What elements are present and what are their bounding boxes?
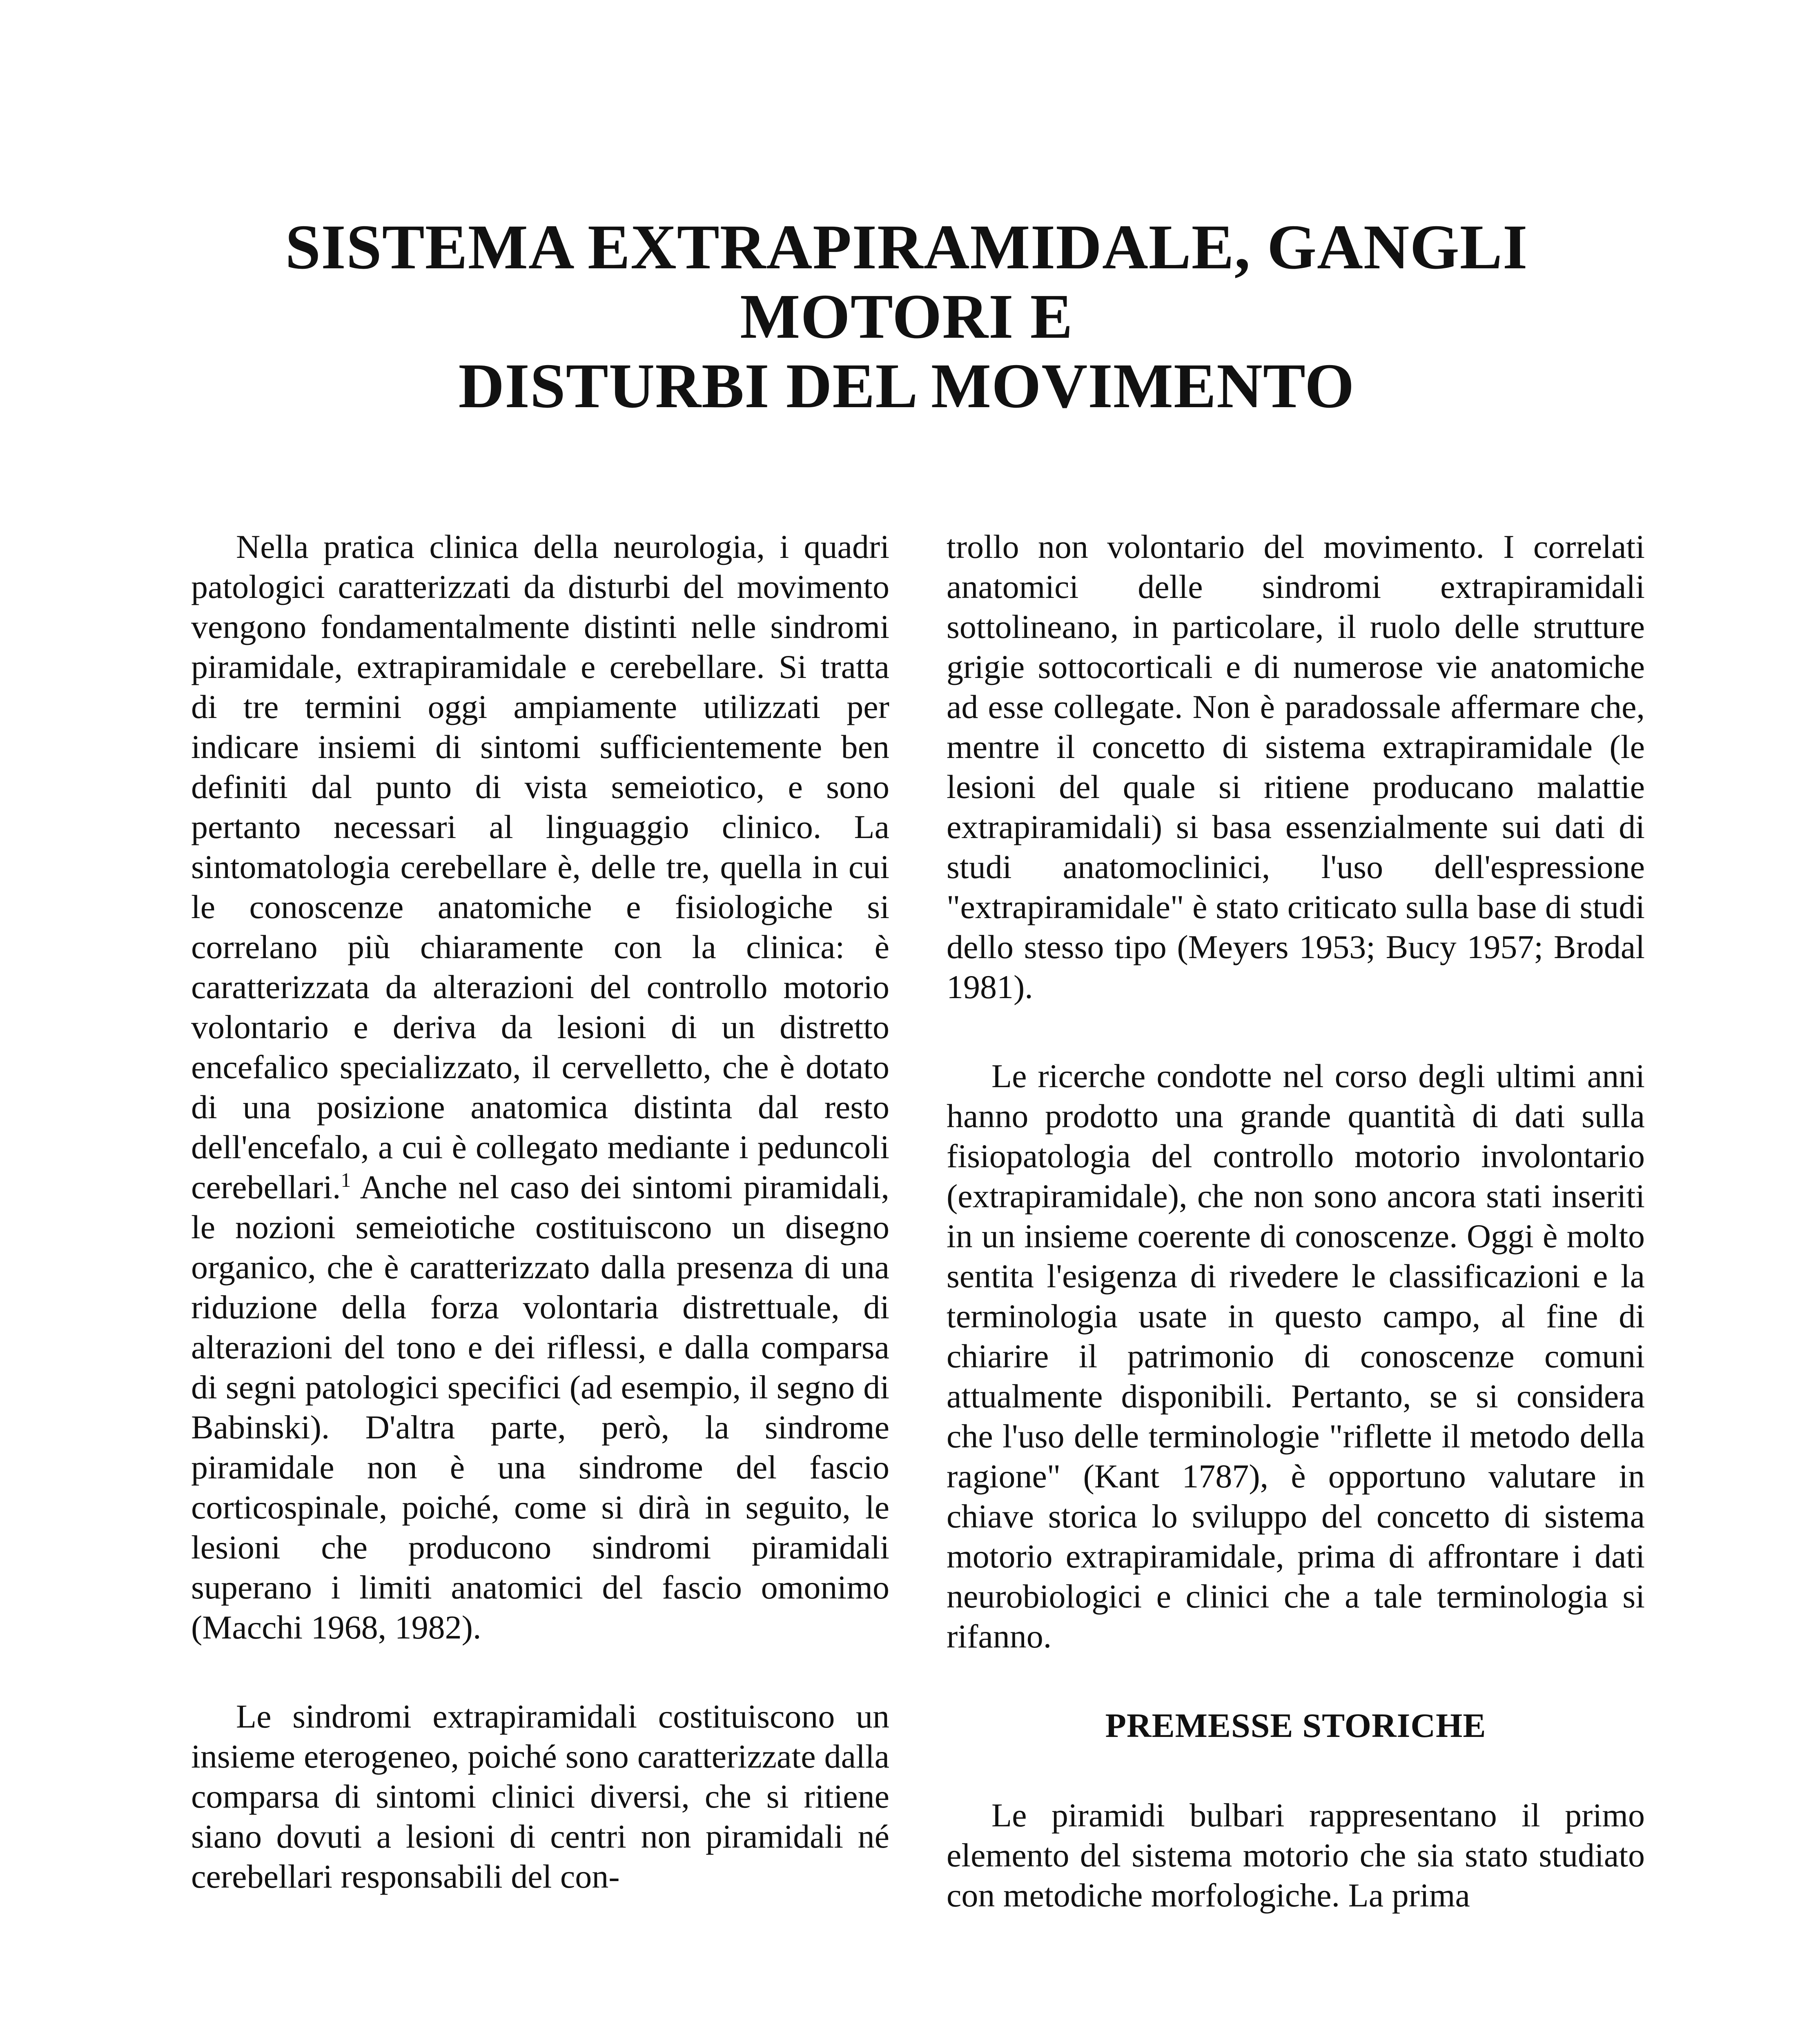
section-heading: PREMESSE STORICHE: [1105, 1707, 1486, 1745]
paragraph-1-text-a: Nella pratica clinica della neurologia, i quadri patologici caratterizzati da disturbi del movimento vengono fondamentalmente distinti nelle sindromi piramidale, extrapiramidale e cerebellare. Si tratta di tre termini oggi ampiamente utilizzati per indicare insiemi di sintomi sufficientemente ben definiti dal punto di vista semeiotico, e sono pertanto necessari al linguaggio clinico. La sintomatologia cerebellare è, delle tre, quella in cui le conoscenze anatomiche e fisiologiche si correlano più chiaramente con la clinica: è caratterizzata da alterazioni del controllo motorio volontario e deriva da lesioni di un distretto encefalico specializzato, il cervelletto, che è dotato di una posizione anatomica distinta dal resto dell'encefalo, a cui è collegato mediante i peduncoli cerebellari.: [191, 528, 889, 1206]
paragraph-1-text-b: Anche nel caso dei sintomi piramidali, le nozioni semeiotiche costituiscono un disegno organico, che è caratterizzato dalla presenza di una riduzione della forza volontaria distrettuale, di alterazioni del tono e dei riflessi, e dalla comparsa di segni patologici specifici (ad esempio, il segno di Babinski). D'altra parte, però, la sindrome piramidale non è una sindrome del fascio corticospinale, poiché, come si dirà in seguito, le lesioni che producono sindromi piramidali superano i limiti anatomici del fascio omonimo (Macchi 1968, 1982).: [191, 1168, 889, 1646]
body-columns: [191, 527, 1645, 1964]
paragraph-3: Le ricerche condotte nel corso degli ultimi anni hanno prodotto una grande quantità di dati sulla fisiopatologia del controllo motorio involontario (extrapiramidale), che non sono ancora stati inseriti in un insieme coerente di conoscenze. Oggi è molto sentita l'esigenza di rivedere le classificazioni e la terminologia usate in questo campo, al fine di chiarire il patrimonio di conoscenze comuni attualmente disponibili. Pertanto, se si considera che l'uso delle terminologie "riflette il metodo della ragione" (Kant 1787), è opportuno valutare in chiave storica lo sviluppo del concetto di sistema motorio extrapiramidale, prima di affrontare i dati neurobiologici e clinici che a tale terminologia si rifanno.: [947, 1057, 1645, 1655]
chapter-title-line-2: DISTURBI DEL MOVIMENTO: [458, 350, 1355, 421]
paragraph-1: [191, 527, 889, 1647]
chapter-title-line-1: SISTEMA EXTRAPIRAMIDALE, GANGLI MOTORI E: [285, 212, 1528, 352]
chapter-title: [172, 212, 1642, 421]
right-column: [947, 527, 1645, 1964]
paragraph-2: Le sindromi extrapiramidali costituiscono un insieme eterogeneo, poiché sono caratterizzate dalla comparsa di sintomi clinici diversi, che si ritiene siano dovuti a lesioni di centri non piramidali né cerebellari responsabili del con-: [191, 1698, 889, 1895]
footnote-reference[interactable]: 1: [341, 1168, 351, 1191]
paragraph-4: Le piramidi bulbari rappresentano il primo elemento del sistema motorio che sia stato studiato con metodiche morfologiche. La prima: [947, 1797, 1645, 1914]
left-column: [191, 527, 889, 1964]
paragraph-2-continuation: trollo non volontario del movimento. I correlati anatomici delle sindromi extrapiramidali sottolineano, in particolare, il ruolo delle strutture grigie sottocorticali e di numerose vie anatomiche ad esse collegate. Non è paradossale affermare che, mentre il concetto di sistema extrapiramidale (le lesioni del quale si ritiene producano malattie extrapiramidali) si basa essenzialmente sui dati di studi anatomoclinici, l'uso dell'espressione "extrapiramidale" è stato criticato sulla base di studi dello stesso tipo (Meyers 1953; Bucy 1957; Brodal 1981).: [947, 528, 1645, 1005]
